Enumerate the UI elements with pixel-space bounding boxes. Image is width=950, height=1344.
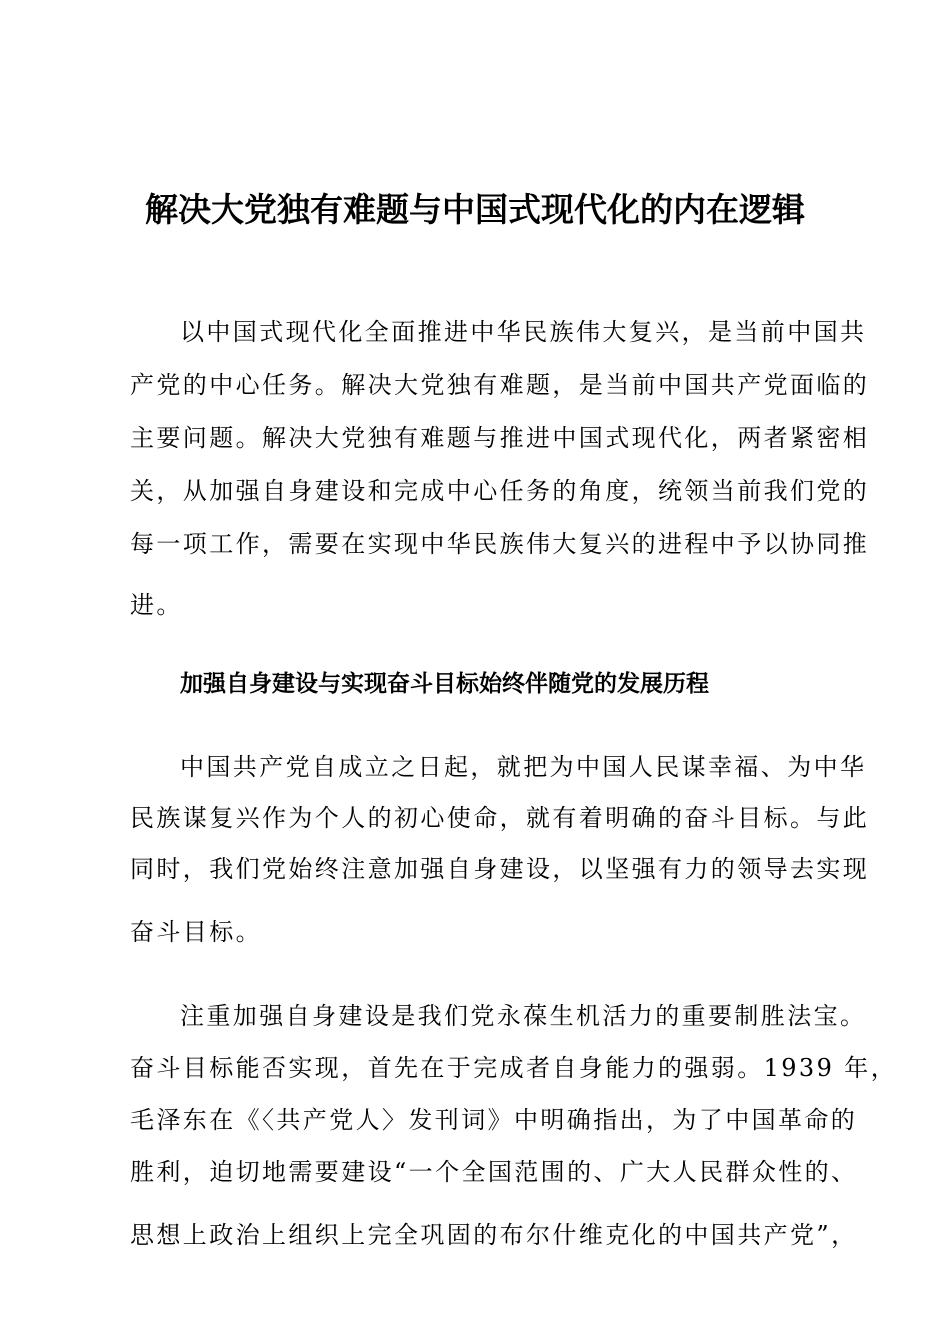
paragraph-line: 主要问题。解决大党独有难题与推进中国式现代化，两者紧密相 [130, 424, 870, 452]
paragraph-line: 中国共产党自成立之日起，就把为中国人民谋幸福、为中华 [180, 753, 867, 781]
paragraph-line: 注重加强自身建设是我们党永葆生机活力的重要制胜法宝。 [180, 1002, 867, 1030]
paragraph-line: 思想上政治上组织上完全巩固的布尔什维克化的中国共产党”， [130, 1221, 858, 1249]
paragraph-line: 以中国式现代化全面推进中华民族伟大复兴，是当前中国共 [180, 318, 867, 346]
paragraph-line: 毛泽东在《〈共产党人〉发刊词》中明确指出，为了中国革命的 [130, 1106, 858, 1134]
paragraph-line: 产党的中心任务。解决大党独有难题，是当前中国共产党面临的 [130, 371, 870, 399]
document-title: 解决大党独有难题与中国式现代化的内在逻辑 [145, 190, 805, 229]
paragraph-line: 奋斗目标。 [130, 918, 262, 946]
paragraph-line: 奋斗目标能否实现，首先在于完成者自身能力的强弱。1939 年， [130, 1054, 898, 1082]
paragraph-line: 胜利，迫切地需要建设“一个全国范围的、广大人民群众性的、 [130, 1158, 858, 1186]
paragraph-line: 每一项工作，需要在实现中华民族伟大复兴的进程中予以协同推 [130, 530, 870, 558]
paragraph-history [130, 751, 870, 951]
section-heading: 加强自身建设与实现奋斗目标始终伴随党的发展历程 [180, 671, 709, 697]
paragraph-line: 关，从加强自身建设和完成中心任务的角度，统领当前我们党的 [130, 477, 870, 505]
paragraph-line: 同时，我们党始终注意加强自身建设，以坚强有力的领导去实现 [130, 855, 870, 883]
paragraph-line: 进。 [130, 591, 183, 619]
paragraph-intro [130, 316, 870, 626]
paragraph-self-building [130, 1000, 898, 1260]
paragraph-line: 民族谋复兴作为个人的初心使命，就有着明确的奋斗目标。与此 [130, 804, 870, 832]
